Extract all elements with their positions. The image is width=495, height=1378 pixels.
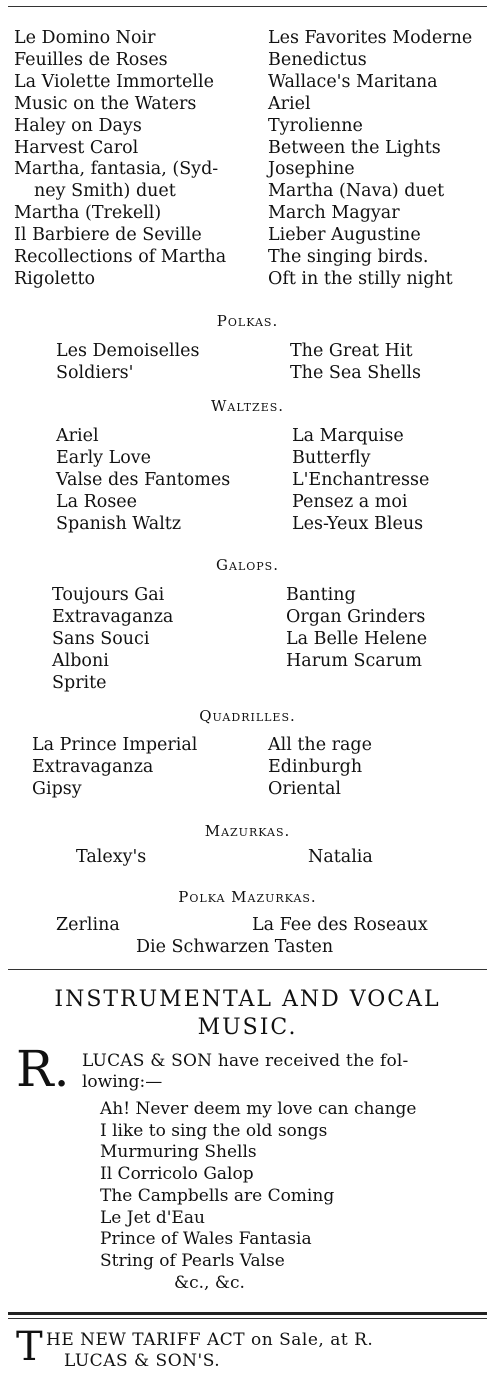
list-item: Martha (Nava) duet — [268, 181, 445, 202]
opera-list — [14, 28, 481, 291]
list-item: Pensez a moi — [292, 492, 408, 512]
mazurkas-left-column — [76, 846, 308, 868]
list-item: Edinburgh — [268, 757, 363, 777]
list-item: Recollections of Martha — [14, 247, 227, 268]
list-item: Between the Lights — [268, 137, 441, 158]
list-item: Extravaganza — [32, 757, 154, 777]
list-item: La Belle Helene — [286, 629, 428, 649]
list-item: Les-Yeux Bleus — [292, 514, 424, 534]
list-item: All the rage — [268, 735, 372, 755]
list-item: Feuilles de Roses — [14, 49, 168, 70]
list-item: ney Smith) duet — [34, 181, 176, 202]
polkas-list — [56, 340, 421, 384]
list-item: The Campbells are Coming — [100, 1185, 335, 1206]
polka-mazurkas-list — [56, 914, 428, 936]
list-item: Alboni — [52, 651, 109, 671]
list-item: La Violette Immortelle — [14, 71, 214, 92]
list-item: Natalia — [308, 847, 373, 867]
list-item: Benedictus — [268, 49, 367, 70]
list-item: La Rosee — [56, 492, 138, 512]
footer-line1: HE NEW TARIFF ACT on Sale, at R. — [46, 1330, 374, 1350]
list-item: Harvest Carol — [14, 137, 139, 158]
list-item: The singing birds. — [268, 247, 429, 268]
list-item: Lieber Augustine — [268, 225, 421, 246]
instrumental-title-line2: MUSIC. — [197, 1015, 298, 1040]
list-item: Les Demoiselles — [56, 341, 200, 361]
list-item: Gipsy — [32, 779, 82, 799]
intro-line1: LUCAS & SON have received the fol- — [82, 1051, 409, 1071]
list-item: Die Schwarzen Tasten — [136, 937, 334, 957]
list-item: L'Enchantresse — [292, 470, 430, 490]
list-item: Le Domino Noir — [14, 28, 156, 48]
footer-divider-thick — [8, 1312, 487, 1315]
waltzes-left-column — [56, 425, 292, 535]
galops-right-column — [286, 584, 427, 694]
list-item: Haley on Days — [14, 115, 142, 136]
list-item: Butterfly — [292, 448, 371, 468]
list-item: La Marquise — [292, 426, 404, 446]
mazurkas-list — [76, 846, 373, 868]
polka-mazurkas-left-column — [56, 914, 252, 936]
list-item: Banting — [286, 585, 356, 605]
footer-divider-thin — [8, 1318, 487, 1319]
instrumental-title-line1: INSTRUMENTAL AND VOCAL — [54, 987, 441, 1012]
list-item: Organ Grinders — [286, 607, 426, 627]
waltzes-list — [56, 425, 429, 535]
galops-list — [52, 584, 427, 694]
list-item: Il Corricolo Galop — [100, 1164, 254, 1185]
mazurkas-heading: Mazurkas. — [204, 822, 291, 840]
section-divider — [8, 969, 487, 970]
list-item: Spanish Waltz — [56, 514, 182, 534]
quadrilles-left-column — [32, 734, 268, 800]
list-item: Martha (Trekell) — [14, 203, 162, 224]
footer-line2: LUCAS & SON'S. — [64, 1351, 221, 1371]
list-item: Toujours Gai — [52, 585, 165, 605]
polka-mazurkas-center — [136, 936, 333, 958]
list-item: String of Pearls Valse — [100, 1250, 285, 1271]
galops-heading: Galops. — [216, 556, 279, 574]
dropcap-t: T — [16, 1324, 43, 1370]
intro-line2: lowing:— — [82, 1072, 163, 1092]
list-item: The Great Hit — [290, 341, 413, 361]
list-item: Ariel — [268, 93, 311, 114]
dropcap-r: R. — [16, 1040, 70, 1098]
list-item: Ah! Never deem my love can change — [100, 1099, 417, 1119]
waltzes-heading: Waltzes. — [210, 397, 285, 415]
list-item: The Sea Shells — [290, 363, 421, 383]
list-item: Josephine — [268, 159, 355, 180]
list-item: Talexy's — [76, 847, 147, 867]
list-item: Harum Scarum — [286, 651, 422, 671]
quadrilles-list — [32, 734, 372, 800]
list-item: Le Jet d'Eau — [100, 1207, 205, 1228]
list-item: Ariel — [56, 426, 99, 446]
list-item: &c., &c. — [174, 1272, 245, 1293]
list-item: Il Barbiere de Seville — [14, 225, 202, 246]
polka-mazurkas-right-column — [252, 914, 428, 936]
list-item: Martha, fantasia, (Syd- — [14, 159, 219, 180]
polkas-left-column — [56, 340, 290, 384]
list-item: March Magyar — [268, 203, 400, 224]
list-item: Music on the Waters — [14, 93, 197, 114]
opera-left-column — [14, 28, 246, 291]
list-item: Tyrolienne — [268, 115, 363, 136]
waltzes-right-column — [292, 425, 429, 535]
list-item: Rigoletto — [14, 268, 96, 289]
list-item: Wallace's Maritana — [268, 71, 438, 92]
list-item: Oft in the stilly night — [268, 268, 453, 289]
quadrilles-heading: Quadrilles. — [199, 707, 296, 725]
list-item: Zerlina — [56, 915, 120, 935]
galops-left-column — [52, 584, 286, 694]
list-item: I like to sing the old songs — [100, 1120, 328, 1141]
list-item: Valse des Fantomes — [56, 470, 231, 490]
polka-mazurkas-heading: Polka Mazurkas. — [178, 888, 317, 906]
list-item: Extravaganza — [52, 607, 174, 627]
polkas-heading: Polkas. — [216, 312, 279, 330]
list-item: La Fee des Roseaux — [252, 915, 428, 935]
opera-right-column — [268, 28, 472, 291]
list-item: Sans Souci — [52, 629, 150, 649]
mazurkas-right-column — [308, 846, 373, 868]
list-item: Oriental — [268, 779, 341, 799]
list-item: Sprite — [52, 673, 107, 693]
list-item: Prince of Wales Fantasia — [100, 1229, 312, 1250]
polkas-right-column — [290, 340, 421, 384]
list-item: Early Love — [56, 448, 152, 468]
list-item: Soldiers' — [56, 363, 134, 383]
list-item: Murmuring Shells — [100, 1142, 257, 1163]
instrumental-items — [100, 1099, 417, 1294]
quadrilles-right-column — [268, 734, 372, 800]
list-item: Les Favorites Moderne — [268, 28, 473, 48]
top-rule — [8, 6, 487, 7]
list-item: La Prince Imperial — [32, 735, 198, 755]
